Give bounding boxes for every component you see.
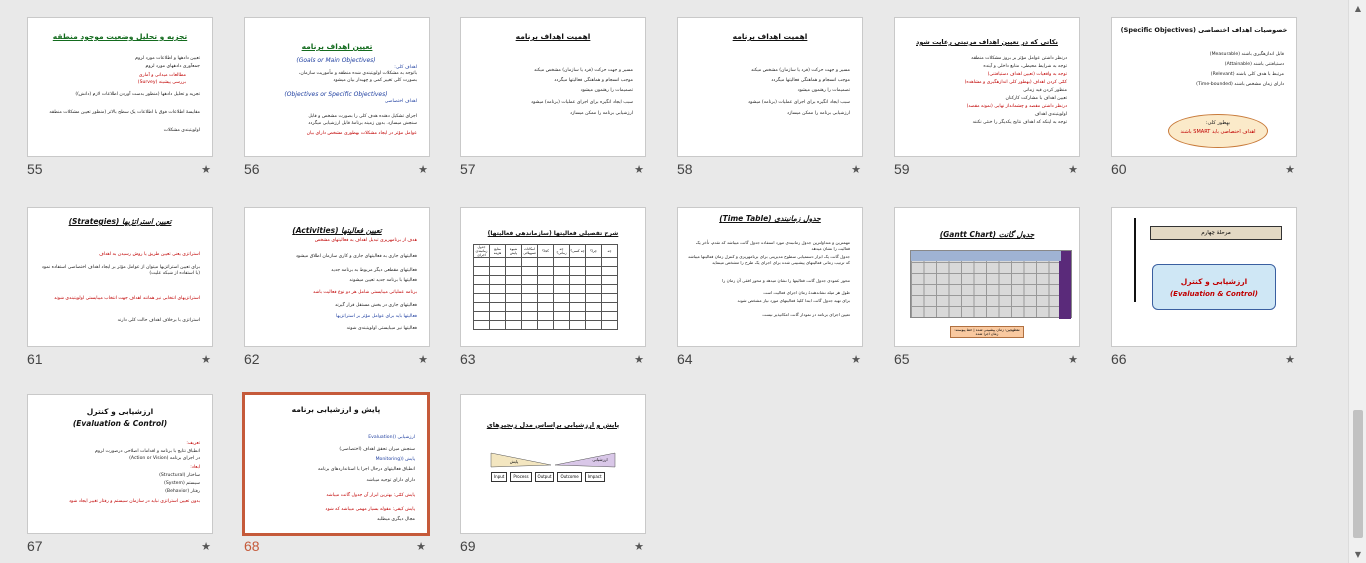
slide-line: موجب انسجام و هماهنگی فعالیتها میگردد xyxy=(554,78,633,83)
slide-subtitle: (Objectives or Specific Objectives) xyxy=(284,91,388,98)
slide-line: ساختار (Structural) xyxy=(159,473,200,478)
slide-thumbnail-62[interactable] xyxy=(244,207,430,369)
slide-line: سبب ایجاد انگیزه برای اجرای عملیات (برنامه) میشود xyxy=(748,100,850,105)
slide-title: خصوصیات اهداف اختصاصی (Specific Objectives) xyxy=(1120,26,1288,34)
chain-diagram xyxy=(461,395,646,534)
slide-preview xyxy=(677,17,863,157)
slide-title: تعیین فعالیتها (Activities) xyxy=(292,226,382,235)
slide-line: فعالیتهای جاری به فعالیتهای جاری و کاری سازمان اطلاق میشود xyxy=(295,254,417,259)
slide-title: پایش و ارزشیابی برنامه xyxy=(291,405,381,414)
slide-preview xyxy=(242,392,430,536)
star-icon[interactable]: ★ xyxy=(851,163,861,176)
slide-thumbnail-64[interactable] xyxy=(677,207,863,369)
slide-line: ابعاد: xyxy=(190,465,200,470)
slide-title: تجزیه و تحلیل وضعیت موجود منطقه xyxy=(52,32,188,41)
table-header: چرا؟ xyxy=(586,245,602,258)
slide-line: دارای دارای توجیه میباشد xyxy=(366,478,415,483)
slide-line: تعیین اجرای برنامه در نمودار گانت امکانپذیر نیست xyxy=(762,312,850,317)
gantt-legend: نقطهچین: زمان پیشبینی شده | خط پیوسته: زمان اجرا شده xyxy=(950,326,1024,338)
slide-line: سبب ایجاد انگیزه برای اجرای عملیات (برنامه) میشود xyxy=(531,100,633,105)
slide-thumbnail-67[interactable] xyxy=(27,394,213,556)
scroll-up-icon[interactable]: ▲ xyxy=(1354,4,1362,13)
slide-line: فعالیتها با برنامه جدید تعیین میشوند xyxy=(349,278,417,283)
slide-line: فعالیتها باید برای عوامل مؤثر بر استراتژیها xyxy=(335,314,417,319)
slide-preview xyxy=(1111,207,1297,347)
slide-line: ارزشیابی ((Evaluation xyxy=(368,435,415,440)
chain-box: Outcome xyxy=(557,472,581,482)
star-icon[interactable]: ★ xyxy=(634,540,644,553)
star-icon[interactable]: ★ xyxy=(201,353,211,366)
slide-line: برنامه عملیاتی میبایستی شامل هر دو نوع فعالیت باشد xyxy=(313,290,417,295)
slide-thumbnail-61[interactable] xyxy=(27,207,213,369)
chain-row xyxy=(491,472,631,482)
slide-line: مرتبط با هدف کلی باشند (Relevant) xyxy=(1210,72,1284,77)
slide-line: دارای زمان مشخص باشند (Time-bounded) xyxy=(1196,82,1284,87)
slide-preview xyxy=(27,207,213,347)
slide-line: طول هر میله نشاندهندهٔ زمان اجرای فعالیت است xyxy=(763,290,850,295)
slide-line: سیستم (System) xyxy=(164,481,200,486)
slide-line: باتوجه به مشکلات اولویتبندی شده منطقه و مأموریت سازمان، xyxy=(298,71,417,76)
slide-line: استراتژی با برخلاف اهداف حالت کلی دارند xyxy=(117,318,200,323)
oval-text: اهداف اختصاصی باید SMART باشند xyxy=(1180,129,1256,135)
star-icon[interactable]: ★ xyxy=(1285,353,1295,366)
slide-title: اهمیت اهداف برنامه xyxy=(515,32,591,41)
chain-box: Impact xyxy=(585,472,605,482)
slide-line: کمّی کردن اهداف (بهطور کلی اندازهگیری و مشاهده) xyxy=(964,80,1067,85)
slide-line: اهداف اختصاصی xyxy=(384,99,417,104)
slide-thumbnail-63[interactable] xyxy=(460,207,646,369)
divider-line xyxy=(1134,218,1136,302)
slide-line: موجب انسجام و هماهنگی فعالیتها میگردد xyxy=(771,78,850,83)
slide-thumbnail-55[interactable] xyxy=(27,17,213,179)
slide-line: بصورت کلی تغییر کمی و چهبدار بیان میشود xyxy=(333,78,417,83)
table-header: شیوه پایش xyxy=(506,245,522,258)
slide-line: بدون تعیین استراتژی نباید در سازمان سیستم و رفتار تغییر ایجاد شود xyxy=(68,499,200,504)
slide-line: اولویتبندی مشکلات xyxy=(163,128,200,133)
chain-box: Process xyxy=(510,472,531,482)
slide-title: تعیین اهداف برنامه xyxy=(301,42,373,51)
slide-line: مسیر و جهت حرکت (فرد یا سازمان) مشخص میکند xyxy=(751,68,850,73)
slide-line: تجزیه و تحلیل دادهها (منظور بدست آوردن اطلاعات لازم (دانش)) xyxy=(75,92,200,97)
slide-preview xyxy=(27,17,213,157)
slide-thumbnail-56[interactable] xyxy=(244,17,430,179)
box-subtitle: (Evaluation & Control) xyxy=(1169,290,1259,298)
slide-title: اهمیت اهداف برنامه xyxy=(732,32,808,41)
slide-title: تعیین استراتژیها (Strategies) xyxy=(68,217,172,226)
smart-oval xyxy=(1168,114,1268,148)
evaluation-box xyxy=(1152,264,1276,310)
star-icon[interactable]: ★ xyxy=(634,353,644,366)
slide-number: 66 xyxy=(1111,351,1127,367)
slide-line: توجه به شرایط محیطی، منابع داخلی و آینده xyxy=(983,64,1067,69)
star-icon[interactable]: ★ xyxy=(418,163,428,176)
chain-box: Output xyxy=(535,472,555,482)
slide-line: مطالعات میدانی و آماری xyxy=(138,73,186,78)
slide-preview xyxy=(460,394,646,534)
slide-line: فعالیتهای مقطعی دیگر مربوط به برنامه جدید xyxy=(331,268,417,273)
slide-line: دستیافتنی باشند (Attainable) xyxy=(1224,62,1284,67)
slide-line: پایش ((Monitoring xyxy=(375,457,415,462)
scrollbar-thumb[interactable] xyxy=(1353,410,1363,538)
slide-line: برای تهیه جدول گانت ابتدا کلیهٔ فعالیتهای مورد نیاز مشخص شوند xyxy=(737,298,850,303)
slide-number: 55 xyxy=(27,161,43,177)
table-header: چه کسی؟ xyxy=(570,245,586,258)
slide-title: جدول زمانبندی (Time Table) xyxy=(719,214,821,223)
star-icon[interactable]: ★ xyxy=(1068,163,1078,176)
slide-line: تعیین اهداف با مشارکت کارکنان xyxy=(1005,96,1067,101)
slide-preview xyxy=(244,17,430,157)
table-header: جدول زمانبندی اجرای xyxy=(474,245,490,258)
table-header: چه زمانی؟ xyxy=(554,245,570,258)
star-icon[interactable]: ★ xyxy=(418,353,428,366)
slide-line: بررسی پیشینه (Survey) xyxy=(137,80,186,85)
slide-line: عوامل مؤثر در ایجاد مشکلات بهطوری مشخص دارای بیان xyxy=(306,131,417,136)
slide-line: برای تعیین استراتژیها میتوان از عوامل مؤثر بر ایجاد اهداف اختصاصی استفاده نمود (با استفاده از شبکه علیت) xyxy=(41,265,200,277)
slide-preview xyxy=(894,207,1080,347)
slide-line: تصمیمات را رهنمون میشود xyxy=(580,88,633,93)
slide-line: اجزای تشکیل دهنده هدف کلی را بصورت مشخص و قابل xyxy=(308,114,417,119)
table-header: منابع هزینه xyxy=(490,245,506,258)
vertical-scrollbar[interactable] xyxy=(1348,0,1366,563)
star-icon[interactable]: ★ xyxy=(201,163,211,176)
slide-line: انطباق نتایج با برنامه و اقدامات اصلاحی درصورت لزوم xyxy=(95,449,200,454)
slide-line: قابل اندازهگیری باشند (Measurable) xyxy=(1209,52,1284,57)
star-icon[interactable]: ★ xyxy=(851,353,861,366)
star-icon[interactable]: ★ xyxy=(634,163,644,176)
star-icon[interactable]: ★ xyxy=(1068,353,1078,366)
slide-line: درنظر داشتن عوامل مؤثر بر بروز مشکلات منطقه xyxy=(971,56,1067,61)
slide-line: اولویتبندی اهداف xyxy=(1034,112,1067,117)
slide-line: توجه به واقعیات (تعیین اهداف دستیافتنی) xyxy=(987,72,1067,77)
slide-line: در اجرای برنامه (Action or Vision) xyxy=(129,456,200,461)
slide-number: 61 xyxy=(27,351,43,367)
slide-line: توجه به اینکه که اهداف نتایج یکدیگر را خنثی نکنند xyxy=(972,120,1067,125)
slide-preview xyxy=(1111,17,1297,157)
slide-line: استراتژیهای انتخابی نیز همانند اهداف جهت انتخاب میبایستی اولویتبندی شوند xyxy=(54,296,200,301)
table-header: کجا؟ xyxy=(538,245,554,258)
slide-line: تعریف: xyxy=(186,441,200,446)
stage-label: مرحلهٔ چهارم xyxy=(1150,226,1282,240)
slide-line: تصمیمات را رهنمون میشود xyxy=(797,88,850,93)
slide-title: ارزشیابی و کنترل xyxy=(86,407,154,416)
slide-thumbnail-58[interactable] xyxy=(677,17,863,179)
slide-number: 68 xyxy=(244,538,260,554)
slide-line: جمعآوری دادههای مورد لزوم xyxy=(145,64,200,69)
slide-title: شرح تفصیلی فعالیتها (سازماندهی فعالیتها) xyxy=(487,230,619,237)
gantt-header-row xyxy=(911,251,1061,261)
gantt-grid xyxy=(910,250,1072,318)
slide-line: فعالیتهای جاری در بخش مستقل قرار گیرند xyxy=(334,303,417,308)
slide-line: تعیین دادهها و اطلاعات مورد لزوم xyxy=(135,56,200,61)
slide-line: رفتار (Behavior) xyxy=(165,489,200,494)
slide-line: پایش کمّی: بهترین ابزار آن جدول گانت میباشد xyxy=(326,493,415,498)
activities-table xyxy=(473,244,618,330)
slide-number: 59 xyxy=(894,161,910,177)
slide-thumbnail-66[interactable] xyxy=(1111,207,1297,369)
slide-line: پایش کیفی: مقوله بسیار مهمی میباشد که شود xyxy=(325,507,415,512)
gantt-activity-column xyxy=(1059,251,1071,319)
monitoring-label: پایش xyxy=(509,459,519,464)
slide-thumbnail-59[interactable] xyxy=(894,17,1080,179)
slide-thumbnail-57[interactable] xyxy=(460,17,646,179)
slide-line: مجال دیگری میطلبد xyxy=(376,517,415,522)
slide-line: فعالیتها نیز میبایستی اولویتبندی شوند xyxy=(346,326,417,331)
slide-line: مهمترین و متداولترین جدول زمانبندی مورد استفاده جدول گانت میباشد که تقدم، تأخر یک فعالیت را نشان میدهد xyxy=(695,240,850,251)
slide-number: 69 xyxy=(460,538,476,554)
scroll-down-icon[interactable]: ▼ xyxy=(1354,550,1362,559)
slide-title: نکاتی که در تعیین اهداف مرتبتی رعایت شود xyxy=(916,38,1058,46)
slide-line: مسیر و جهت حرکت (فرد یا سازمان) مشخص میکند xyxy=(534,68,633,73)
table-header: چه xyxy=(602,245,618,258)
slide-preview xyxy=(460,207,646,347)
slide-number: 60 xyxy=(1111,161,1127,177)
box-title: ارزشیابی و کنترل xyxy=(1180,277,1248,286)
slide-line: اهداف کلی: xyxy=(394,65,417,70)
slide-subtitle: (Evaluation & Control) xyxy=(72,419,168,428)
oval-text: بهطور کلی: xyxy=(1205,120,1231,126)
slide-line: سنجش میزان تحقق اهداف (اختصاصی) xyxy=(339,447,415,452)
slide-line: جدول گانت یک ابزار دستمیابی سطوح مدیریتی برای برنامهریزی و کنترل زمان فعالیتها میباشد که ترتیب زمانی فعالیتهای پیشبینی شده برای اجرای یک طرح را مشخص مینماید xyxy=(688,254,850,265)
evaluation-label: ارزشیابی xyxy=(592,457,608,462)
slide-number: 65 xyxy=(894,351,910,367)
slide-number: 62 xyxy=(244,351,260,367)
slide-thumbnail-60[interactable] xyxy=(1111,17,1297,179)
slide-line: سنجش میسازد. بدون زمینه برنامهٔ قابل ارزشیابی میگردد xyxy=(308,121,417,126)
slide-line: ارزشیابی برنامه را ممکن میسازد xyxy=(787,111,850,116)
star-icon[interactable]: ★ xyxy=(1285,163,1295,176)
star-icon[interactable]: ★ xyxy=(201,540,211,553)
slide-preview xyxy=(244,207,430,347)
slide-number: 67 xyxy=(27,538,43,554)
slide-line: مقایسهٔ اطلاعات فوق با اطلاعات یک سطح بالاتر (منظور تعیین مشکلات منطقه xyxy=(49,110,200,115)
star-icon[interactable]: ★ xyxy=(416,540,426,553)
chain-box: Input xyxy=(491,472,507,482)
table-header: امکانات تسهیلاتی xyxy=(522,245,538,258)
slide-line: محور عمودی جدول گانت فعالیتها را نشان میدهد و محور افقی آن زمان را xyxy=(722,278,850,283)
slide-number: 56 xyxy=(244,161,260,177)
slide-thumbnail-68[interactable] xyxy=(242,392,428,554)
slide-preview xyxy=(677,207,863,347)
slide-number: 63 xyxy=(460,351,476,367)
slide-title: پایش و ارزشیابی براساس مدل زنجیرهای xyxy=(486,421,620,429)
slide-line: هدف از برنامهریزی تبدیل اهداف به فعالیتهای مشخص xyxy=(314,238,417,243)
slide-preview xyxy=(27,394,213,534)
slide-subtitle: (Goals or Main Objectives) xyxy=(296,57,376,64)
slide-line: استراتژی یعنی تعیین طریق یا روش رسیدن به اهداف xyxy=(98,252,200,257)
slide-thumbnail-65[interactable] xyxy=(894,207,1080,369)
slide-line: منظور کردن قید زمانی xyxy=(1023,88,1067,93)
slide-number: 64 xyxy=(677,351,693,367)
slide-preview xyxy=(894,17,1080,157)
slide-number: 57 xyxy=(460,161,476,177)
slide-number: 58 xyxy=(677,161,693,177)
slide-line: انطباق فعالیتهای درحال اجرا با استانداردهای برنامه xyxy=(318,467,415,472)
slide-preview xyxy=(460,17,646,157)
slide-thumbnail-69[interactable] xyxy=(460,394,646,556)
slide-line: درنظر داشتن مقصد و چشمانداز نهایی (نمونه مقصد) xyxy=(966,104,1067,109)
slide-title: جدول گانت (Gantt Chart) xyxy=(939,230,1035,239)
slide-line: ارزشیابی برنامه را ممکن میسازد xyxy=(570,111,633,116)
